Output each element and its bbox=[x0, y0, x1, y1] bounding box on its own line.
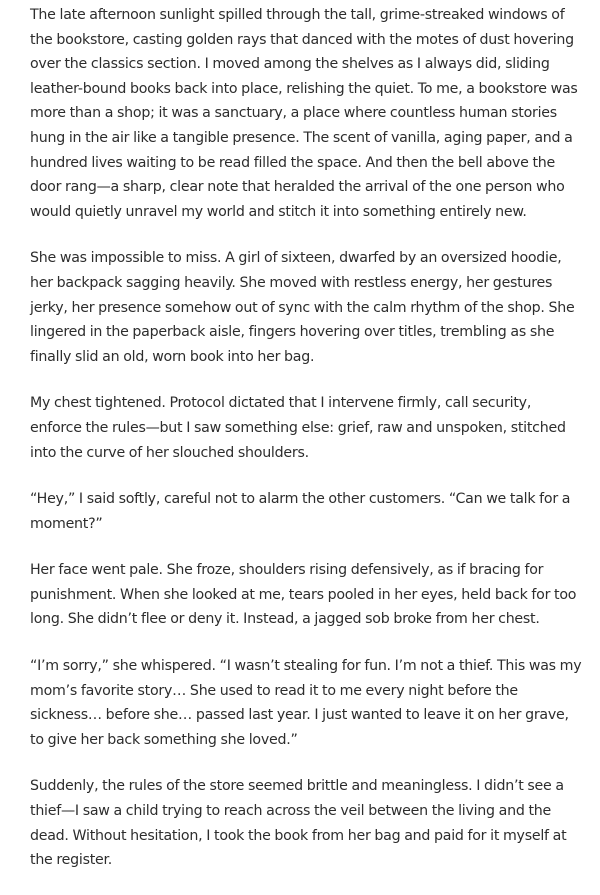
paragraph-7: Suddenly, the rules of the store seemed brittle and meaningless. I didn’t see a thief—I saw a child trying to reach across the veil between the living and the dead. Without hesitation, I took the book from her bag and paid for it myself at the register. bbox=[30, 778, 567, 869]
paragraph-2: She was impossible to miss. A girl of sixteen, dwarfed by an oversized hoodie, her backpack sagging heavily. She moved with restless energy, her gestures jerky, her presence somehow out of sync with the calm rhythm of the shop. She lingered in the paperback aisle, fingers hovering over titles, trembling as she finally slid an old, worn book into her bag. bbox=[30, 250, 575, 365]
paragraph-5: Her face went pale. She froze, shoulders rising defensively, as if bracing for punishment. When she looked at me, tears pooled in her eyes, held back for too long. She didn’t flee or deny it. Instead, a jagged sob broke from her chest. bbox=[30, 562, 577, 628]
paragraph-3: My chest tightened. Protocol dictated that I intervene firmly, call security, enforce the rules—but I saw something else: grief, raw and unspoken, stitched into the curve of her slouched shoulders. bbox=[30, 395, 566, 461]
paragraph-6: “I’m sorry,” she whispered. “I wasn’t stealing for fun. I’m not a thief. This was my mom’s favorite story… She used to read it to me every night before the sickness… before she… passed last year. I just wanted to leave it on her grave, to give her back something she loved.” bbox=[30, 658, 582, 748]
story-text bbox=[30, 3, 586, 895]
paragraph-4: “Hey,” I said softly, careful not to alarm the other customers. “Can we talk for a moment?” bbox=[30, 491, 571, 532]
paragraph-1: The late afternoon sunlight spilled through the tall, grime-streaked windows of the bookstore, casting golden rays that danced with the motes of dust hovering over the classics section. I moved among the shelves as I always did, sliding leather-bound books back into place, relishing the quiet. To me, a bookstore was more than a shop; it was a sanctuary, a place where countless human stories hung in the air like a tangible presence. The scent of vanilla, aging paper, and a hundred lives waiting to be read filled the space. And then the bell above the door rang—a sharp, clear note that heralded the arrival of the one person who would quietly unravel my world and stitch it into something entirely new. bbox=[30, 7, 578, 220]
